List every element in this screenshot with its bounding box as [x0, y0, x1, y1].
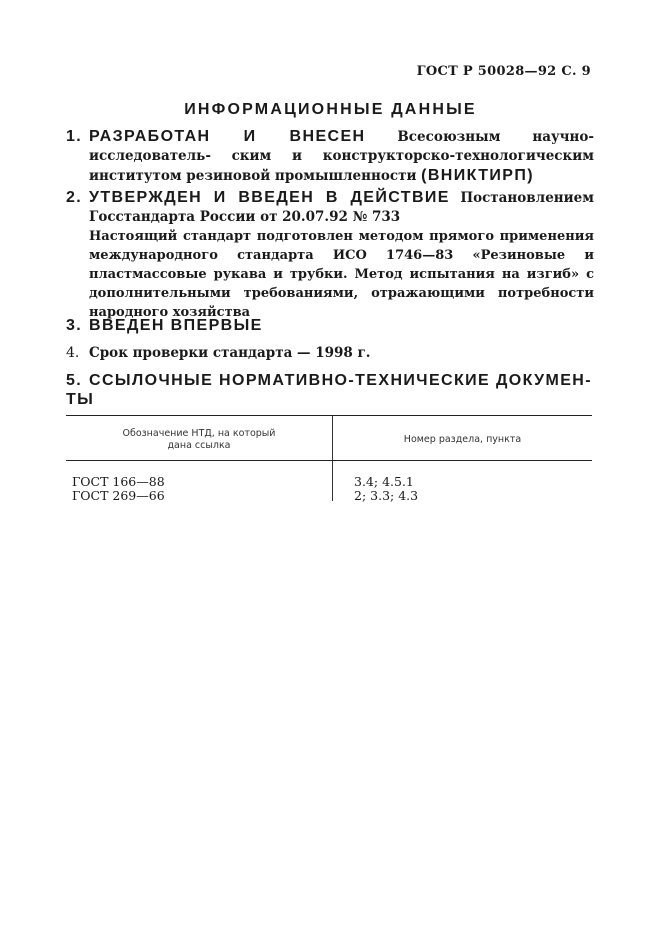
item-text-abbrev: (ВНИКТИРП) — [421, 167, 534, 184]
info-item-5 — [66, 371, 594, 409]
info-item-2 — [66, 188, 594, 322]
item-paragraph: Настоящий стандарт подготовлен методом прямого применения международного стандарта ИСО 1746—83 «Резиновые и пластмассовые рукава и трубки. Метод испытания на изгиб» с дополнительными требованиями, отражающими потребности народного хозяйства — [89, 229, 594, 320]
table-cell-ntd: ГОСТ 166—88 — [72, 474, 165, 489]
item-heading: ССЫЛОЧНЫЕ НОРМАТИВНО-ТЕХНИЧЕСКИЕ ДОКУМЕН- — [89, 372, 592, 389]
item-text: Госстандарта России от 20.07.92 № 733 — [89, 209, 401, 225]
info-item-3 — [66, 316, 594, 336]
info-item-4 — [66, 344, 594, 363]
item-text: Срок проверки стандарта — 1998 г. — [89, 345, 371, 361]
column-header-ntd-line1: Обозначение НТД, на который — [122, 428, 276, 439]
info-item-1 — [66, 127, 594, 186]
column-header-ntd — [66, 428, 332, 452]
table-cell-ntd: ГОСТ 269—66 — [72, 488, 165, 503]
item-number: 1. — [66, 128, 83, 145]
page-title: ИНФОРМАЦИОННЫЕ ДАННЫЕ — [184, 101, 477, 118]
item-number: 4. — [66, 345, 80, 361]
item-heading: ВВЕДЕН ВПЕРВЫЕ — [89, 317, 263, 334]
item-heading: РАЗРАБОТАН И ВНЕСЕН — [89, 128, 366, 145]
item-text: ским и конструкторско-технологическим институтом резиновой промышленности — [89, 148, 595, 184]
column-header-section: Номер раздела, пункта — [403, 434, 522, 445]
references-table — [66, 415, 592, 501]
table-cell-section: 3.4; 4.5.1 — [354, 474, 414, 489]
table-body — [66, 461, 592, 501]
page-header-doc-ref: ГОСТ Р 50028—92 С. 9 — [416, 64, 591, 79]
item-number: 3. — [66, 317, 83, 334]
item-text-inline: Постановлением — [460, 190, 594, 206]
item-number: 5. — [66, 372, 83, 389]
table-cell-section: 2; 3.3; 4.3 — [354, 488, 419, 503]
item-heading: УТВЕРЖДЕН И ВВЕДЕН В ДЕЙСТВИЕ — [89, 189, 450, 206]
item-text-inline: Всесоюзным научно-исследователь- — [89, 129, 594, 164]
item-heading-continued: ТЫ — [66, 391, 95, 408]
table-header — [66, 416, 592, 460]
item-number: 2. — [66, 189, 83, 206]
table-column-divider — [332, 461, 333, 501]
column-header-ntd-line2: дана ссылка — [167, 440, 231, 451]
